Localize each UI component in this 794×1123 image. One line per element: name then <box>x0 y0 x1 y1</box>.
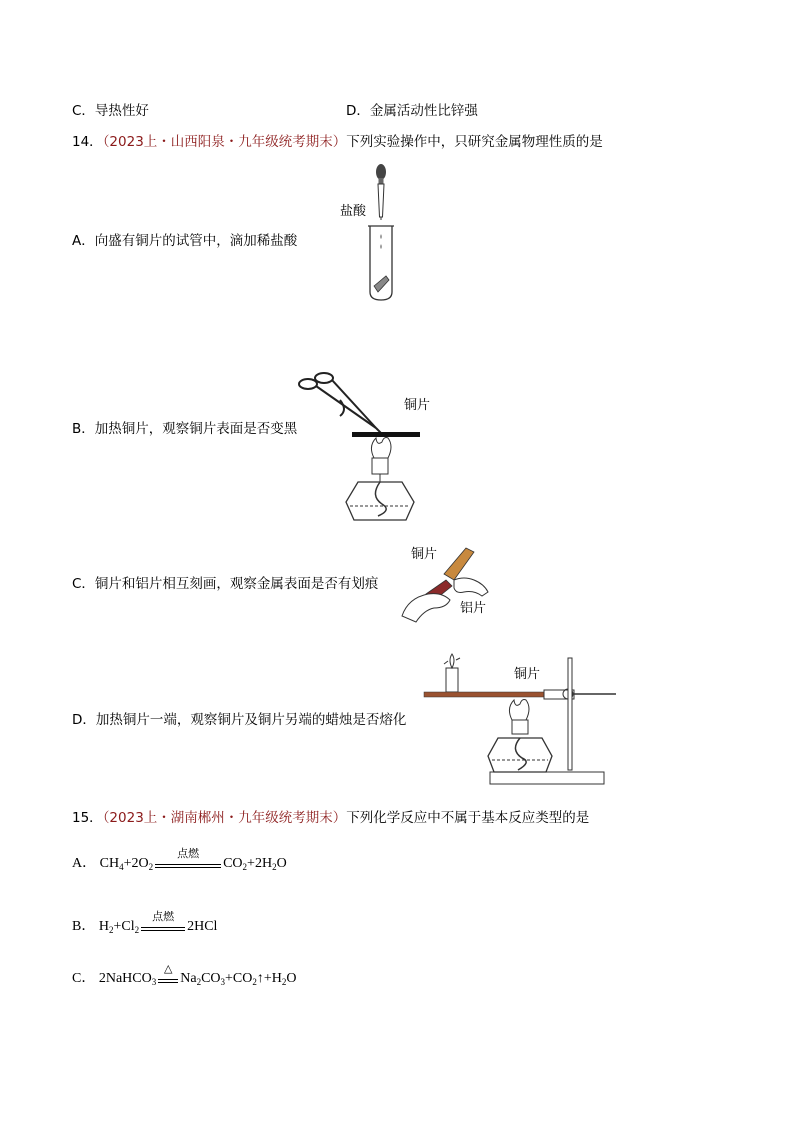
q15-stem-line <box>72 809 589 827</box>
q14-number: 14． <box>72 134 103 150</box>
option-letter-a: A． <box>72 856 97 871</box>
condition-ignite-b: 点燃 <box>152 910 175 923</box>
q15-option-b <box>72 910 218 939</box>
q15-option-a <box>72 847 287 876</box>
q14-option-b: B．加热铜片，观察铜片表面是否变黑 <box>72 421 298 437</box>
q13-option-c: C．导热性好 <box>72 103 149 119</box>
equation-c-reactants: 2NaHCO$_3$ <box>98 971 157 987</box>
equation-b-reactants: $H_2+Cl_2$ <box>98 919 140 935</box>
reaction-arrow-b <box>141 910 185 931</box>
equation-a-reactants: $CH_4+2O_2$ <box>99 856 154 872</box>
condition-ignite-a: 点燃 <box>177 847 200 860</box>
q15-stem: 下列化学反应中不属于基本反应类型的是 <box>346 810 590 826</box>
reaction-arrow-c <box>158 962 178 983</box>
option-letter-b: B． <box>72 919 96 934</box>
q14-option-c: C．铜片和铝片相互刻画，观察金属表面是否有划痕 <box>72 576 379 592</box>
q14-stem: 下列实验操作中，只研究金属物理性质的是 <box>346 134 603 150</box>
q14-option-d: D．加热铜片一端，观察铜片及铜片另端的蜡烛是否熔化 <box>72 712 407 728</box>
equation-c-products: $Na_2CO_3+CO_2↑+H_2O$ <box>180 971 297 987</box>
copper-sheet-label-c: 铜片 <box>411 547 438 562</box>
aluminum-sheet-label: 铝片 <box>460 601 487 616</box>
q14-source: （2023上・山西阳泉・九年级统考期末） <box>102 134 347 150</box>
reaction-arrow-a <box>155 847 221 868</box>
option-letter-c: C． <box>72 971 96 986</box>
q15-source: （2023上・湖南郴州・九年级统考期末） <box>102 810 347 826</box>
heat-conduction-stand-figure <box>420 650 620 790</box>
q14-option-a: A．向盛有铜片的试管中，滴加稀盐酸 <box>72 233 298 249</box>
scratch-metals-figure <box>398 540 490 624</box>
q13-option-d: D．金属活动性比锌强 <box>346 103 478 119</box>
q15-number: 15． <box>72 810 103 826</box>
equation-a-products: $CO_2+2H_2O$ <box>223 856 287 872</box>
hydrochloric-acid-label: 盐酸 <box>340 204 367 219</box>
copper-sheet-label-d: 铜片 <box>514 667 541 682</box>
equation-b-products: 2HCl <box>187 919 218 934</box>
crucible-tongs-lamp-figure <box>296 370 426 530</box>
q15-option-c <box>72 962 297 991</box>
q14-stem-line <box>72 133 603 151</box>
test-tube-dropper-figure <box>356 162 406 304</box>
copper-sheet-label-b: 铜片 <box>404 398 431 413</box>
condition-heat-c: △ <box>164 962 173 975</box>
